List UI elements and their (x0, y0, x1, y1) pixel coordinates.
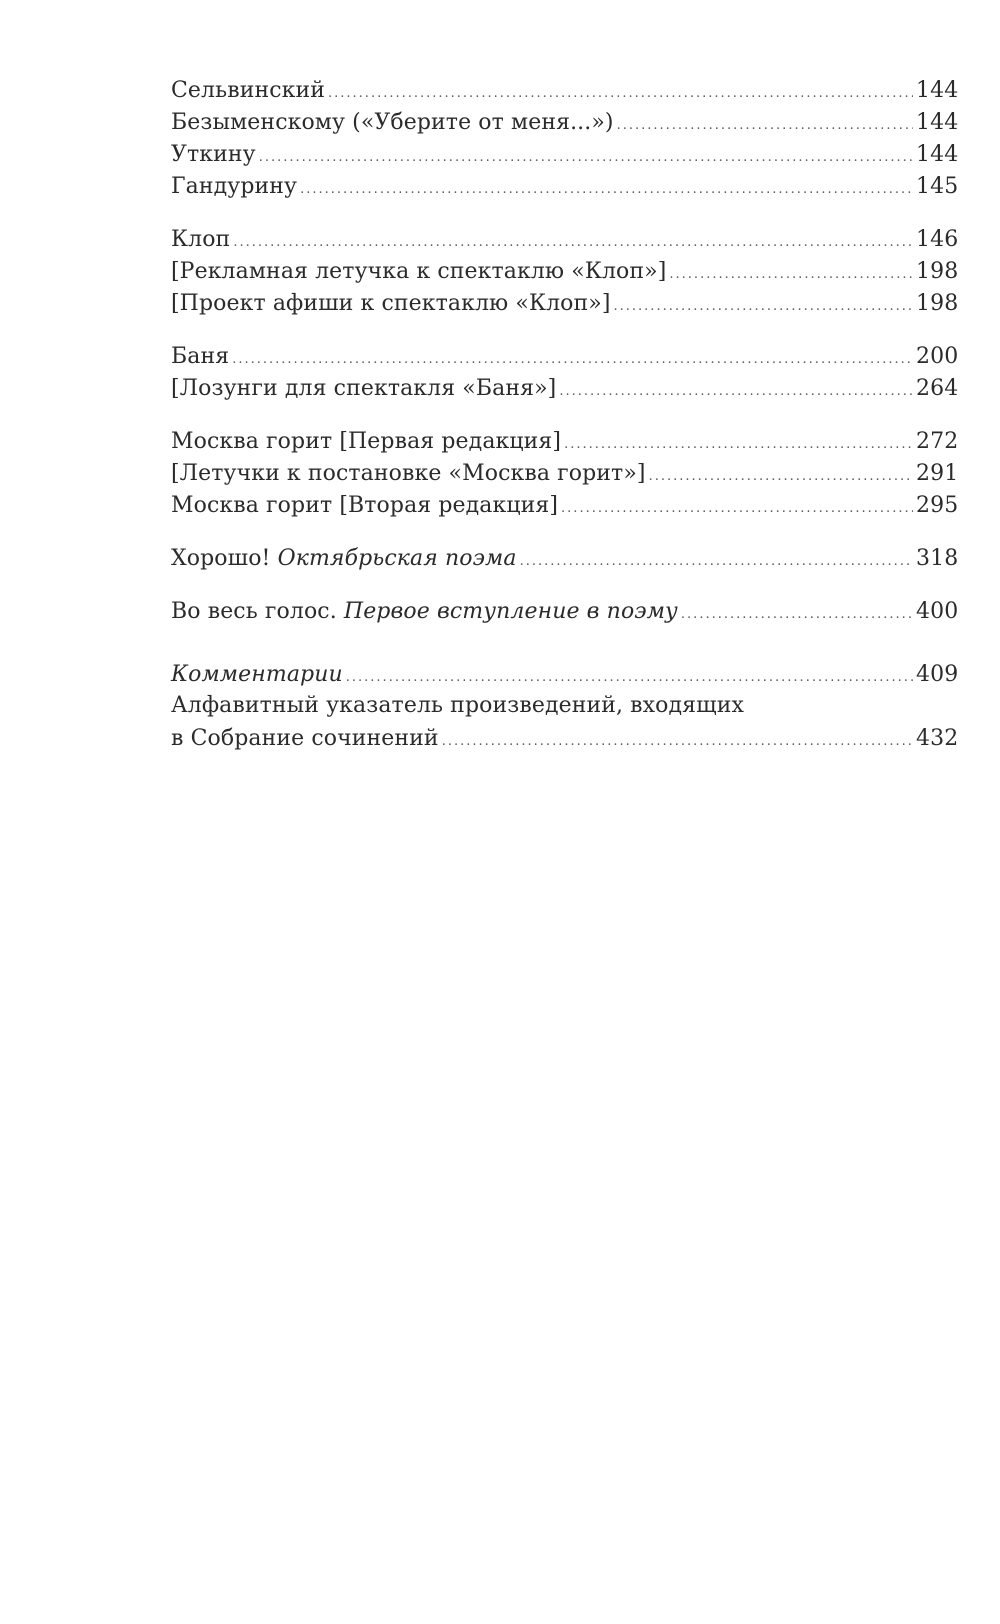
leader-dots (328, 74, 913, 106)
leader-dots (649, 457, 913, 489)
toc-entry-page: 318 (916, 546, 959, 571)
toc-entry-title: Безыменскому («Уберите от меня...») (171, 110, 614, 135)
toc-entry-main-title: Во весь голос. (171, 599, 337, 624)
toc-entry-page: 198 (916, 291, 959, 316)
leader-dots (346, 658, 913, 690)
toc-entry-title: Баня (171, 344, 230, 369)
toc-entry[interactable] (171, 255, 959, 287)
toc-entry-main-title: Хорошо! (171, 546, 271, 571)
toc-entry-title: Москва горит [Первая редакция] (171, 429, 562, 454)
toc-entry-title: [Летучки к постановке «Москва горит»] (171, 461, 646, 486)
toc-entry[interactable] (171, 287, 959, 319)
toc-entry[interactable] (171, 595, 959, 627)
leader-dots (681, 595, 913, 627)
toc-group-vo-ves-golos (171, 595, 959, 627)
toc-entry-page: 432 (916, 726, 959, 751)
leader-dots (520, 542, 913, 574)
toc-entry-subtitle: Первое вступление в поэму (343, 599, 678, 624)
toc-entry[interactable] (171, 74, 959, 106)
leader-dots (233, 223, 913, 255)
toc-entry-first-line[interactable] (171, 690, 956, 722)
leader-dots (669, 255, 913, 287)
leader-dots (232, 340, 913, 372)
toc-entry[interactable] (171, 372, 959, 404)
leader-dots (614, 287, 913, 319)
toc-entry-page: 200 (916, 344, 959, 369)
toc-entry[interactable] (171, 425, 959, 457)
toc-entry-title: [Лозунги для спектакля «Баня»] (171, 376, 557, 401)
toc-group-khorosho (171, 542, 959, 574)
leader-dots (442, 722, 913, 754)
toc-entry-page: 144 (916, 78, 959, 103)
toc-entry-title: [Проект афиши к спектаклю «Клоп»] (171, 291, 611, 316)
leader-dots (259, 138, 913, 170)
leader-dots (300, 170, 913, 202)
toc-entry-page: 291 (916, 461, 959, 486)
toc-group-appendix (171, 658, 959, 754)
toc-group-letters (171, 74, 959, 202)
toc-entry-page: 295 (916, 493, 959, 518)
toc-entry-title: Гандурину (171, 174, 298, 199)
toc-entry-page: 409 (916, 662, 959, 687)
toc-entry-title: Сельвинский (171, 78, 326, 103)
toc-entry-title-line1: Алфавитный указатель произведений, входящих (171, 693, 744, 718)
toc-entry-page: 198 (916, 259, 959, 284)
toc-entry-title: Клоп (171, 227, 231, 252)
toc-group-klop (171, 223, 959, 319)
toc-entry[interactable] (171, 223, 959, 255)
toc-entry[interactable] (171, 340, 959, 372)
toc-entry-subtitle: Октябрьская поэма (277, 546, 517, 571)
toc-group-banya (171, 340, 959, 404)
toc-entry[interactable] (171, 658, 959, 690)
toc-entry-title (171, 659, 343, 691)
toc-entry-italic-title: Комментарии (171, 662, 343, 687)
toc-entry[interactable] (171, 457, 959, 489)
toc-entry[interactable] (171, 489, 959, 521)
toc-entry-page: 272 (916, 429, 959, 454)
table-of-contents (171, 74, 959, 775)
toc-entry-page: 144 (916, 142, 959, 167)
toc-entry-title: [Рекламная летучка к спектаклю «Клоп»] (171, 259, 667, 284)
leader-dots (617, 106, 913, 138)
toc-entry-title: Москва горит [Вторая редакция] (171, 493, 559, 518)
toc-entry-title: Уткину (171, 142, 256, 167)
toc-entry-page: 264 (916, 376, 959, 401)
toc-entry-title: в Собрание сочинений (171, 726, 439, 751)
leader-dots (559, 372, 913, 404)
toc-entry[interactable] (171, 170, 959, 202)
toc-entry[interactable] (171, 138, 959, 170)
toc-entry[interactable] (171, 542, 959, 574)
toc-entry[interactable] (171, 106, 959, 138)
toc-entry-page: 146 (916, 227, 959, 252)
toc-group-moskva (171, 425, 959, 521)
toc-entry-page: 144 (916, 110, 959, 135)
leader-dots (564, 425, 913, 457)
toc-entry-page: 145 (916, 174, 959, 199)
toc-entry-title (171, 543, 517, 575)
toc-entry[interactable] (171, 722, 959, 754)
leader-dots (561, 489, 913, 521)
toc-entry-page: 400 (916, 599, 959, 624)
toc-entry-title (171, 596, 678, 628)
